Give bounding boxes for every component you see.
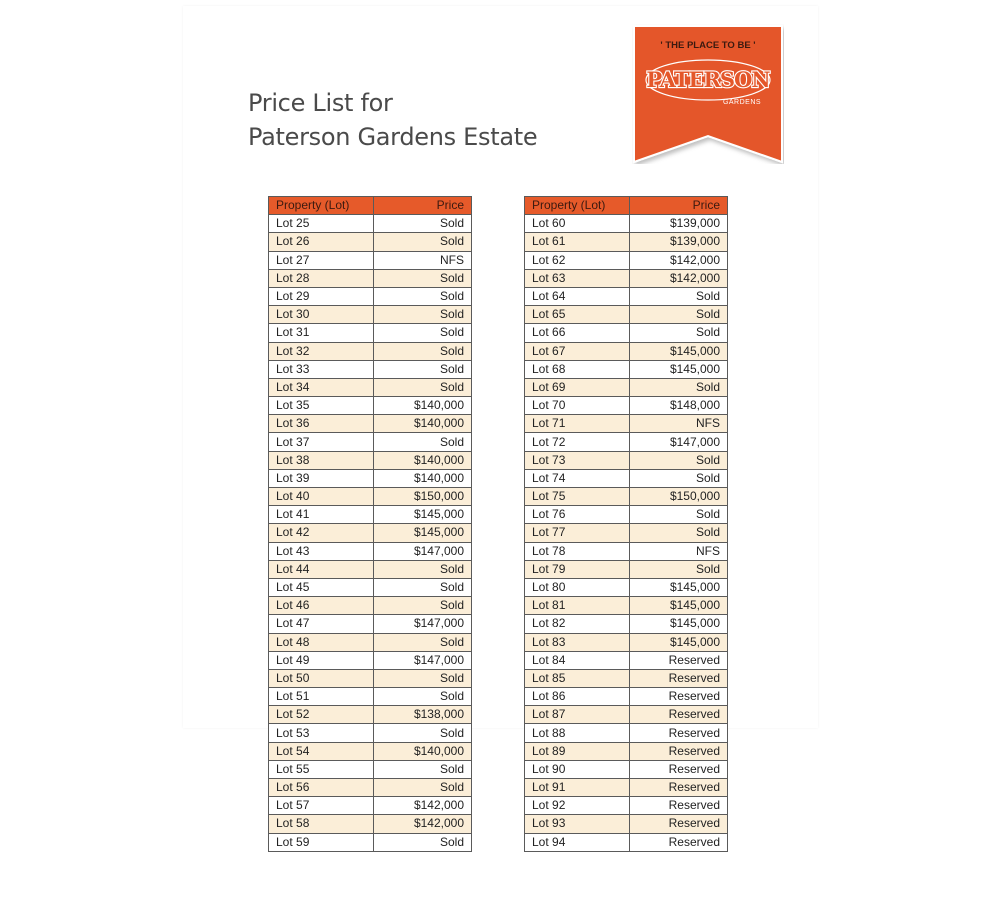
price-cell: Sold <box>374 342 472 360</box>
price-cell: $150,000 <box>630 488 728 506</box>
price-cell: $145,000 <box>630 615 728 633</box>
lot-cell: Lot 65 <box>525 306 630 324</box>
lot-cell: Lot 57 <box>269 797 374 815</box>
price-cell: Sold <box>374 324 472 342</box>
price-cell: Reserved <box>630 742 728 760</box>
lot-cell: Lot 44 <box>269 560 374 578</box>
price-cell: Sold <box>374 833 472 851</box>
table-header-row <box>269 197 472 215</box>
lot-cell: Lot 50 <box>269 669 374 687</box>
price-table-left <box>268 196 472 852</box>
price-cell: Sold <box>374 578 472 596</box>
table-row <box>525 669 728 687</box>
price-cell: $145,000 <box>630 633 728 651</box>
price-cell: Sold <box>630 469 728 487</box>
price-table-right <box>524 196 728 852</box>
table-row <box>269 615 472 633</box>
price-cell: $139,000 <box>630 233 728 251</box>
price-cell: Reserved <box>630 688 728 706</box>
price-cell: $150,000 <box>374 488 472 506</box>
table-row <box>269 633 472 651</box>
lot-cell: Lot 93 <box>525 815 630 833</box>
table-row <box>269 469 472 487</box>
lot-cell: Lot 81 <box>525 597 630 615</box>
table-row <box>269 560 472 578</box>
table-row <box>269 251 472 269</box>
table-row <box>525 287 728 305</box>
price-cell: $145,000 <box>630 342 728 360</box>
table-row <box>269 688 472 706</box>
price-cell: Reserved <box>630 760 728 778</box>
table-row <box>269 815 472 833</box>
price-cell: Sold <box>374 215 472 233</box>
lot-cell: Lot 49 <box>269 651 374 669</box>
paterson-gardens-logo <box>632 24 784 164</box>
price-cell: Reserved <box>630 651 728 669</box>
price-cell: $147,000 <box>374 615 472 633</box>
lot-cell: Lot 34 <box>269 378 374 396</box>
lot-cell: Lot 36 <box>269 415 374 433</box>
lot-cell: Lot 78 <box>525 542 630 560</box>
lot-cell: Lot 54 <box>269 742 374 760</box>
table-row <box>525 306 728 324</box>
table-row <box>525 342 728 360</box>
table-row <box>269 360 472 378</box>
lot-cell: Lot 88 <box>525 724 630 742</box>
lot-cell: Lot 56 <box>269 779 374 797</box>
lot-cell: Lot 68 <box>525 360 630 378</box>
lot-cell: Lot 87 <box>525 706 630 724</box>
table-row <box>269 397 472 415</box>
lot-cell: Lot 33 <box>269 360 374 378</box>
price-cell: Sold <box>630 306 728 324</box>
table-row <box>525 633 728 651</box>
lot-cell: Lot 62 <box>525 251 630 269</box>
price-cell: Sold <box>374 269 472 287</box>
price-cell: Sold <box>630 506 728 524</box>
table-row <box>525 688 728 706</box>
lot-cell: Lot 77 <box>525 524 630 542</box>
price-cell: $140,000 <box>374 469 472 487</box>
table-row <box>525 378 728 396</box>
lot-cell: Lot 59 <box>269 833 374 851</box>
price-cell: $147,000 <box>374 542 472 560</box>
table-row <box>269 451 472 469</box>
table-row <box>525 779 728 797</box>
price-cell: $142,000 <box>630 269 728 287</box>
table-row <box>525 597 728 615</box>
lot-cell: Lot 63 <box>525 269 630 287</box>
price-cell: $145,000 <box>374 524 472 542</box>
price-cell: $145,000 <box>374 506 472 524</box>
table-row <box>269 433 472 451</box>
lot-cell: Lot 45 <box>269 578 374 596</box>
price-cell: Sold <box>374 669 472 687</box>
table-row <box>525 524 728 542</box>
price-cell: NFS <box>630 542 728 560</box>
price-cell: Sold <box>630 324 728 342</box>
table-row <box>269 287 472 305</box>
table-row <box>525 488 728 506</box>
table-row <box>269 524 472 542</box>
table-row <box>525 651 728 669</box>
lot-cell: Lot 79 <box>525 560 630 578</box>
table-row <box>525 560 728 578</box>
table-row <box>525 833 728 851</box>
price-cell: Reserved <box>630 724 728 742</box>
price-cell: Reserved <box>630 815 728 833</box>
table-row <box>525 506 728 524</box>
table-row <box>525 251 728 269</box>
table-row <box>525 815 728 833</box>
table-right-body <box>525 215 728 852</box>
lot-cell: Lot 92 <box>525 797 630 815</box>
lot-cell: Lot 37 <box>269 433 374 451</box>
lot-cell: Lot 43 <box>269 542 374 560</box>
table-row <box>525 706 728 724</box>
lot-cell: Lot 29 <box>269 287 374 305</box>
price-cell: $140,000 <box>374 451 472 469</box>
lot-cell: Lot 73 <box>525 451 630 469</box>
price-cell: Sold <box>374 633 472 651</box>
lot-cell: Lot 84 <box>525 651 630 669</box>
table-row <box>269 269 472 287</box>
price-cell: Sold <box>374 433 472 451</box>
lot-cell: Lot 41 <box>269 506 374 524</box>
price-cell: Sold <box>630 451 728 469</box>
price-cell: $140,000 <box>374 397 472 415</box>
price-cell: Sold <box>374 724 472 742</box>
lot-cell: Lot 31 <box>269 324 374 342</box>
price-cell: NFS <box>630 415 728 433</box>
logo-sub: GARDENS <box>722 99 762 106</box>
lot-cell: Lot 74 <box>525 469 630 487</box>
page-title <box>248 86 537 154</box>
lot-cell: Lot 30 <box>269 306 374 324</box>
table-row <box>525 215 728 233</box>
lot-cell: Lot 71 <box>525 415 630 433</box>
price-cell: Reserved <box>630 833 728 851</box>
lot-cell: Lot 64 <box>525 287 630 305</box>
table-row <box>269 797 472 815</box>
lot-cell: Lot 85 <box>525 669 630 687</box>
lot-cell: Lot 39 <box>269 469 374 487</box>
table-row <box>269 488 472 506</box>
table-row <box>525 469 728 487</box>
table-row <box>269 233 472 251</box>
lot-cell: Lot 76 <box>525 506 630 524</box>
table-row <box>269 760 472 778</box>
table-row <box>525 397 728 415</box>
price-cell: $145,000 <box>630 597 728 615</box>
price-cell: Sold <box>374 233 472 251</box>
price-cell: Sold <box>374 560 472 578</box>
table-row <box>269 724 472 742</box>
table-row <box>525 742 728 760</box>
price-cell: $145,000 <box>630 360 728 378</box>
lot-cell: Lot 61 <box>525 233 630 251</box>
table-row <box>525 724 728 742</box>
price-cell: Sold <box>374 597 472 615</box>
table-row <box>525 324 728 342</box>
lot-cell: Lot 48 <box>269 633 374 651</box>
lot-cell: Lot 75 <box>525 488 630 506</box>
table-left-body <box>269 215 472 852</box>
table-row <box>269 306 472 324</box>
lot-cell: Lot 58 <box>269 815 374 833</box>
price-cell: Sold <box>630 378 728 396</box>
lot-cell: Lot 67 <box>525 342 630 360</box>
price-cell: $140,000 <box>374 742 472 760</box>
table-row <box>525 615 728 633</box>
table-row <box>525 578 728 596</box>
price-cell: Sold <box>374 779 472 797</box>
price-cell: Sold <box>630 560 728 578</box>
table-row <box>269 324 472 342</box>
price-cell: Sold <box>374 306 472 324</box>
table-row <box>269 597 472 615</box>
price-cell: $147,000 <box>374 651 472 669</box>
lot-cell: Lot 91 <box>525 779 630 797</box>
table-header-row <box>525 197 728 215</box>
price-cell: $139,000 <box>630 215 728 233</box>
price-cell: Reserved <box>630 706 728 724</box>
table-row <box>269 669 472 687</box>
lot-cell: Lot 46 <box>269 597 374 615</box>
lot-cell: Lot 38 <box>269 451 374 469</box>
column-header-price: Price <box>374 197 472 215</box>
table-row <box>525 797 728 815</box>
table-row <box>525 415 728 433</box>
lot-cell: Lot 28 <box>269 269 374 287</box>
price-cell: $142,000 <box>374 797 472 815</box>
lot-cell: Lot 66 <box>525 324 630 342</box>
title-line-2: Paterson Gardens Estate <box>248 123 538 151</box>
table-row <box>269 215 472 233</box>
price-cell: Sold <box>374 360 472 378</box>
table-row <box>269 542 472 560</box>
lot-cell: Lot 69 <box>525 378 630 396</box>
lot-cell: Lot 25 <box>269 215 374 233</box>
table-row <box>269 651 472 669</box>
price-cell: $142,000 <box>374 815 472 833</box>
price-cell: Sold <box>374 760 472 778</box>
table-row <box>525 269 728 287</box>
lot-cell: Lot 90 <box>525 760 630 778</box>
price-cell: $142,000 <box>630 251 728 269</box>
price-cell: Reserved <box>630 669 728 687</box>
title-line-1: Price List for <box>248 89 393 117</box>
lot-cell: Lot 72 <box>525 433 630 451</box>
table-row <box>269 578 472 596</box>
lot-cell: Lot 52 <box>269 706 374 724</box>
table-row <box>525 360 728 378</box>
price-cell: Reserved <box>630 797 728 815</box>
lot-cell: Lot 35 <box>269 397 374 415</box>
lot-cell: Lot 53 <box>269 724 374 742</box>
table-row <box>525 233 728 251</box>
price-cell: $140,000 <box>374 415 472 433</box>
column-header-price: Price <box>630 197 728 215</box>
table-row <box>525 760 728 778</box>
lot-cell: Lot 47 <box>269 615 374 633</box>
table-row <box>269 742 472 760</box>
lot-cell: Lot 70 <box>525 397 630 415</box>
table-row <box>269 779 472 797</box>
lot-cell: Lot 80 <box>525 578 630 596</box>
lot-cell: Lot 60 <box>525 215 630 233</box>
table-row <box>269 342 472 360</box>
logo-tagline: ' THE PLACE TO BE ' <box>660 40 756 51</box>
price-cell: $145,000 <box>630 578 728 596</box>
price-cell: Sold <box>630 524 728 542</box>
column-header-property: Property (Lot) <box>525 197 630 215</box>
table-row <box>269 833 472 851</box>
price-cell: Reserved <box>630 779 728 797</box>
table-row <box>525 451 728 469</box>
table-row <box>269 706 472 724</box>
lot-cell: Lot 40 <box>269 488 374 506</box>
lot-cell: Lot 26 <box>269 233 374 251</box>
table-row <box>269 415 472 433</box>
lot-cell: Lot 94 <box>525 833 630 851</box>
table-row <box>269 506 472 524</box>
lot-cell: Lot 89 <box>525 742 630 760</box>
price-cell: $147,000 <box>630 433 728 451</box>
table-row <box>269 378 472 396</box>
table-row <box>525 433 728 451</box>
lot-cell: Lot 32 <box>269 342 374 360</box>
price-cell: NFS <box>374 251 472 269</box>
price-cell: Sold <box>374 287 472 305</box>
lot-cell: Lot 82 <box>525 615 630 633</box>
price-cell: Sold <box>630 287 728 305</box>
lot-cell: Lot 83 <box>525 633 630 651</box>
lot-cell: Lot 42 <box>269 524 374 542</box>
price-cell: Sold <box>374 378 472 396</box>
price-cell: $138,000 <box>374 706 472 724</box>
lot-cell: Lot 55 <box>269 760 374 778</box>
table-row <box>525 542 728 560</box>
lot-cell: Lot 51 <box>269 688 374 706</box>
lot-cell: Lot 27 <box>269 251 374 269</box>
column-header-property: Property (Lot) <box>269 197 374 215</box>
lot-cell: Lot 86 <box>525 688 630 706</box>
logo-brand: PATERSON <box>646 67 770 92</box>
price-cell: Sold <box>374 688 472 706</box>
price-cell: $148,000 <box>630 397 728 415</box>
